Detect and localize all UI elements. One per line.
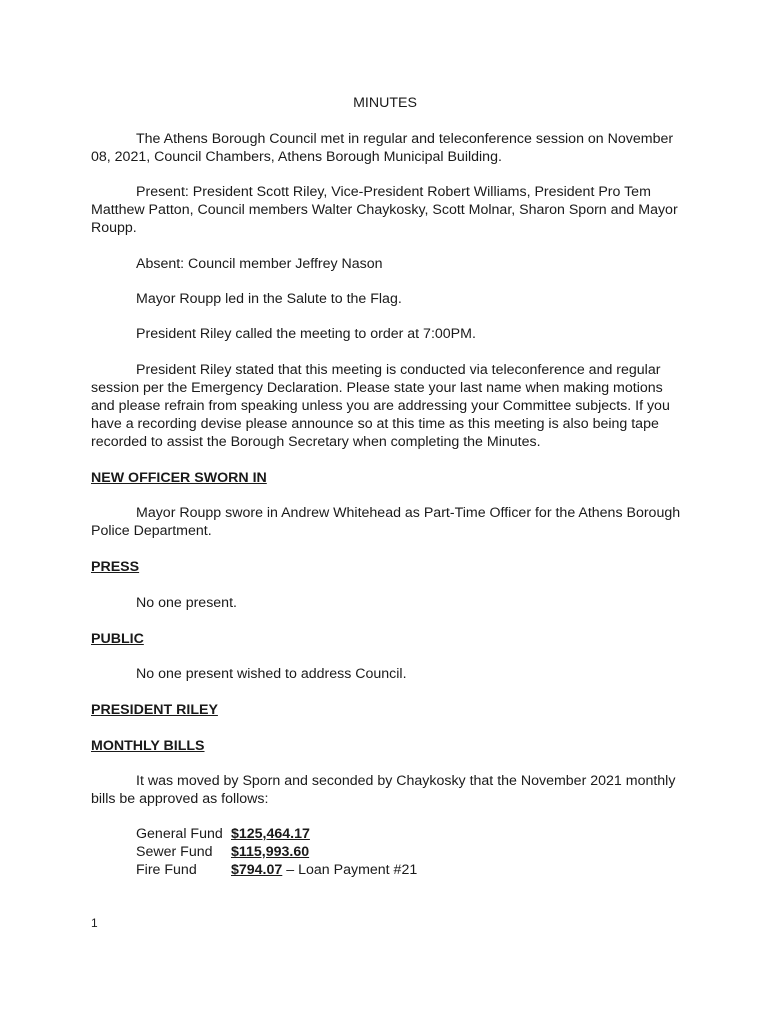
absent-paragraph xyxy=(91,255,686,273)
public-section xyxy=(91,630,686,648)
fund-name: Fire Fund xyxy=(136,862,197,878)
monthly-bills-text: It was moved by Sporn and seconded by Chaykosky that the November 2021 monthly bills be approved as follows: xyxy=(91,773,676,807)
press-section xyxy=(91,558,686,576)
fund-note: – Loan Payment #21 xyxy=(286,862,418,878)
call-to-order-paragraph xyxy=(91,325,686,343)
press-body xyxy=(91,594,686,612)
president-section xyxy=(91,701,686,719)
new-officer-section xyxy=(91,469,686,487)
monthly-bills-heading: MONTHLY BILLS xyxy=(91,738,205,754)
absent-text: Absent: Council member Jeffrey Nason xyxy=(136,256,383,272)
opening-text: The Athens Borough Council met in regular and teleconference session on November 08, 2021, Council Chambers, Athens Borough Municipal Building. xyxy=(91,131,674,165)
statement-text: President Riley stated that this meeting is conducted via teleconference and regular session per the Emergency Declaration. Please state your last name when making motions and please refrain from speaking unless you are addressing your Committee subjects. If you have a recording devise please announce so at this time as this meeting is also being tape recorded to assist the Borough Secretary when completing the Minutes. xyxy=(91,362,670,450)
salute-paragraph xyxy=(91,290,686,308)
press-text: No one present. xyxy=(136,595,237,611)
press-heading: PRESS xyxy=(91,559,140,575)
president-heading: PRESIDENT RILEY xyxy=(91,702,218,718)
monthly-bills-section xyxy=(91,737,686,755)
fund-amount: $115,993.60 xyxy=(231,844,310,860)
new-officer-text: Mayor Roupp swore in Andrew Whitehead as Part-Time Officer for the Athens Borough Police Department. xyxy=(91,505,681,539)
public-heading: PUBLIC xyxy=(91,631,144,647)
funds-list xyxy=(136,825,676,879)
fund-name: General Fund xyxy=(136,826,223,842)
monthly-bills-body xyxy=(91,772,686,808)
salute-text: Mayor Roupp led in the Salute to the Flag. xyxy=(136,291,402,307)
fund-row-fire xyxy=(136,861,676,879)
public-text: No one present wished to address Council. xyxy=(136,666,407,682)
call-to-order-text: President Riley called the meeting to order at 7:00PM. xyxy=(136,326,476,342)
fund-row-sewer xyxy=(136,843,676,861)
fund-amount: $125,464.17 xyxy=(231,826,310,842)
present-paragraph xyxy=(91,183,686,237)
page-number: 1 xyxy=(91,916,98,930)
document-title: MINUTES xyxy=(353,95,417,111)
new-officer-body xyxy=(91,504,686,540)
fund-amount: $794.07 xyxy=(231,862,283,878)
fund-name: Sewer Fund xyxy=(136,844,213,860)
public-body xyxy=(91,665,686,683)
statement-paragraph xyxy=(91,361,686,451)
opening-paragraph xyxy=(91,130,686,166)
fund-row-general xyxy=(136,825,676,843)
new-officer-heading: NEW OFFICER SWORN IN xyxy=(91,470,267,486)
present-text: Present: President Scott Riley, Vice-President Robert Williams, President Pro Tem Matthew Patton, Council members Walter Chaykosky, Scott Molnar, Sharon Sporn and Mayor Roupp. xyxy=(91,184,678,236)
